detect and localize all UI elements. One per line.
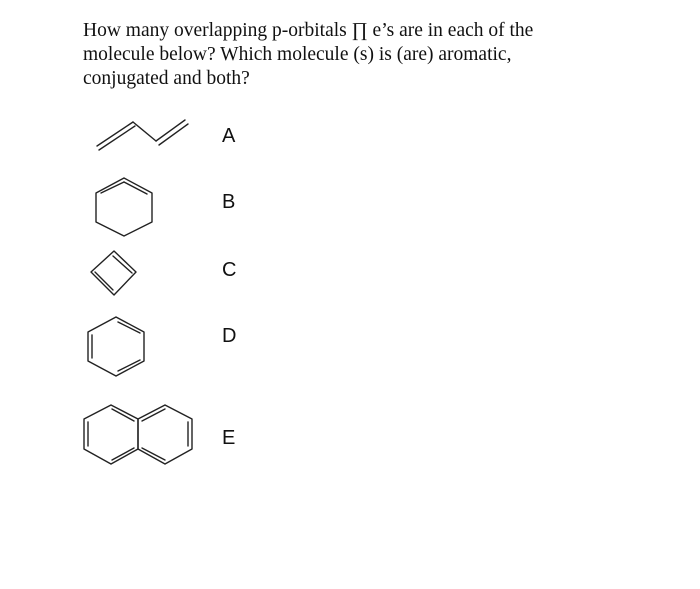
naphthalene-icon [84,405,192,464]
butadiene-icon [97,120,188,150]
cyclobutadiene-icon [91,251,136,295]
cyclohexadiene-icon [96,178,152,236]
molecule-label-e: E [222,427,236,449]
molecule-label-a: A [222,125,236,147]
question-line-1: How many overlapping p-orbitals ∏ e’s are in each of the [83,20,534,41]
question-line-2: molecule below? Which molecule (s) is (are) aromatic, [83,44,512,65]
molecule-label-d: D [222,325,237,347]
question-line-3: conjugated and both? [83,68,250,89]
benzene-icon [88,317,144,376]
molecule-label-c: C [222,259,237,281]
molecule-label-b: B [222,191,236,213]
